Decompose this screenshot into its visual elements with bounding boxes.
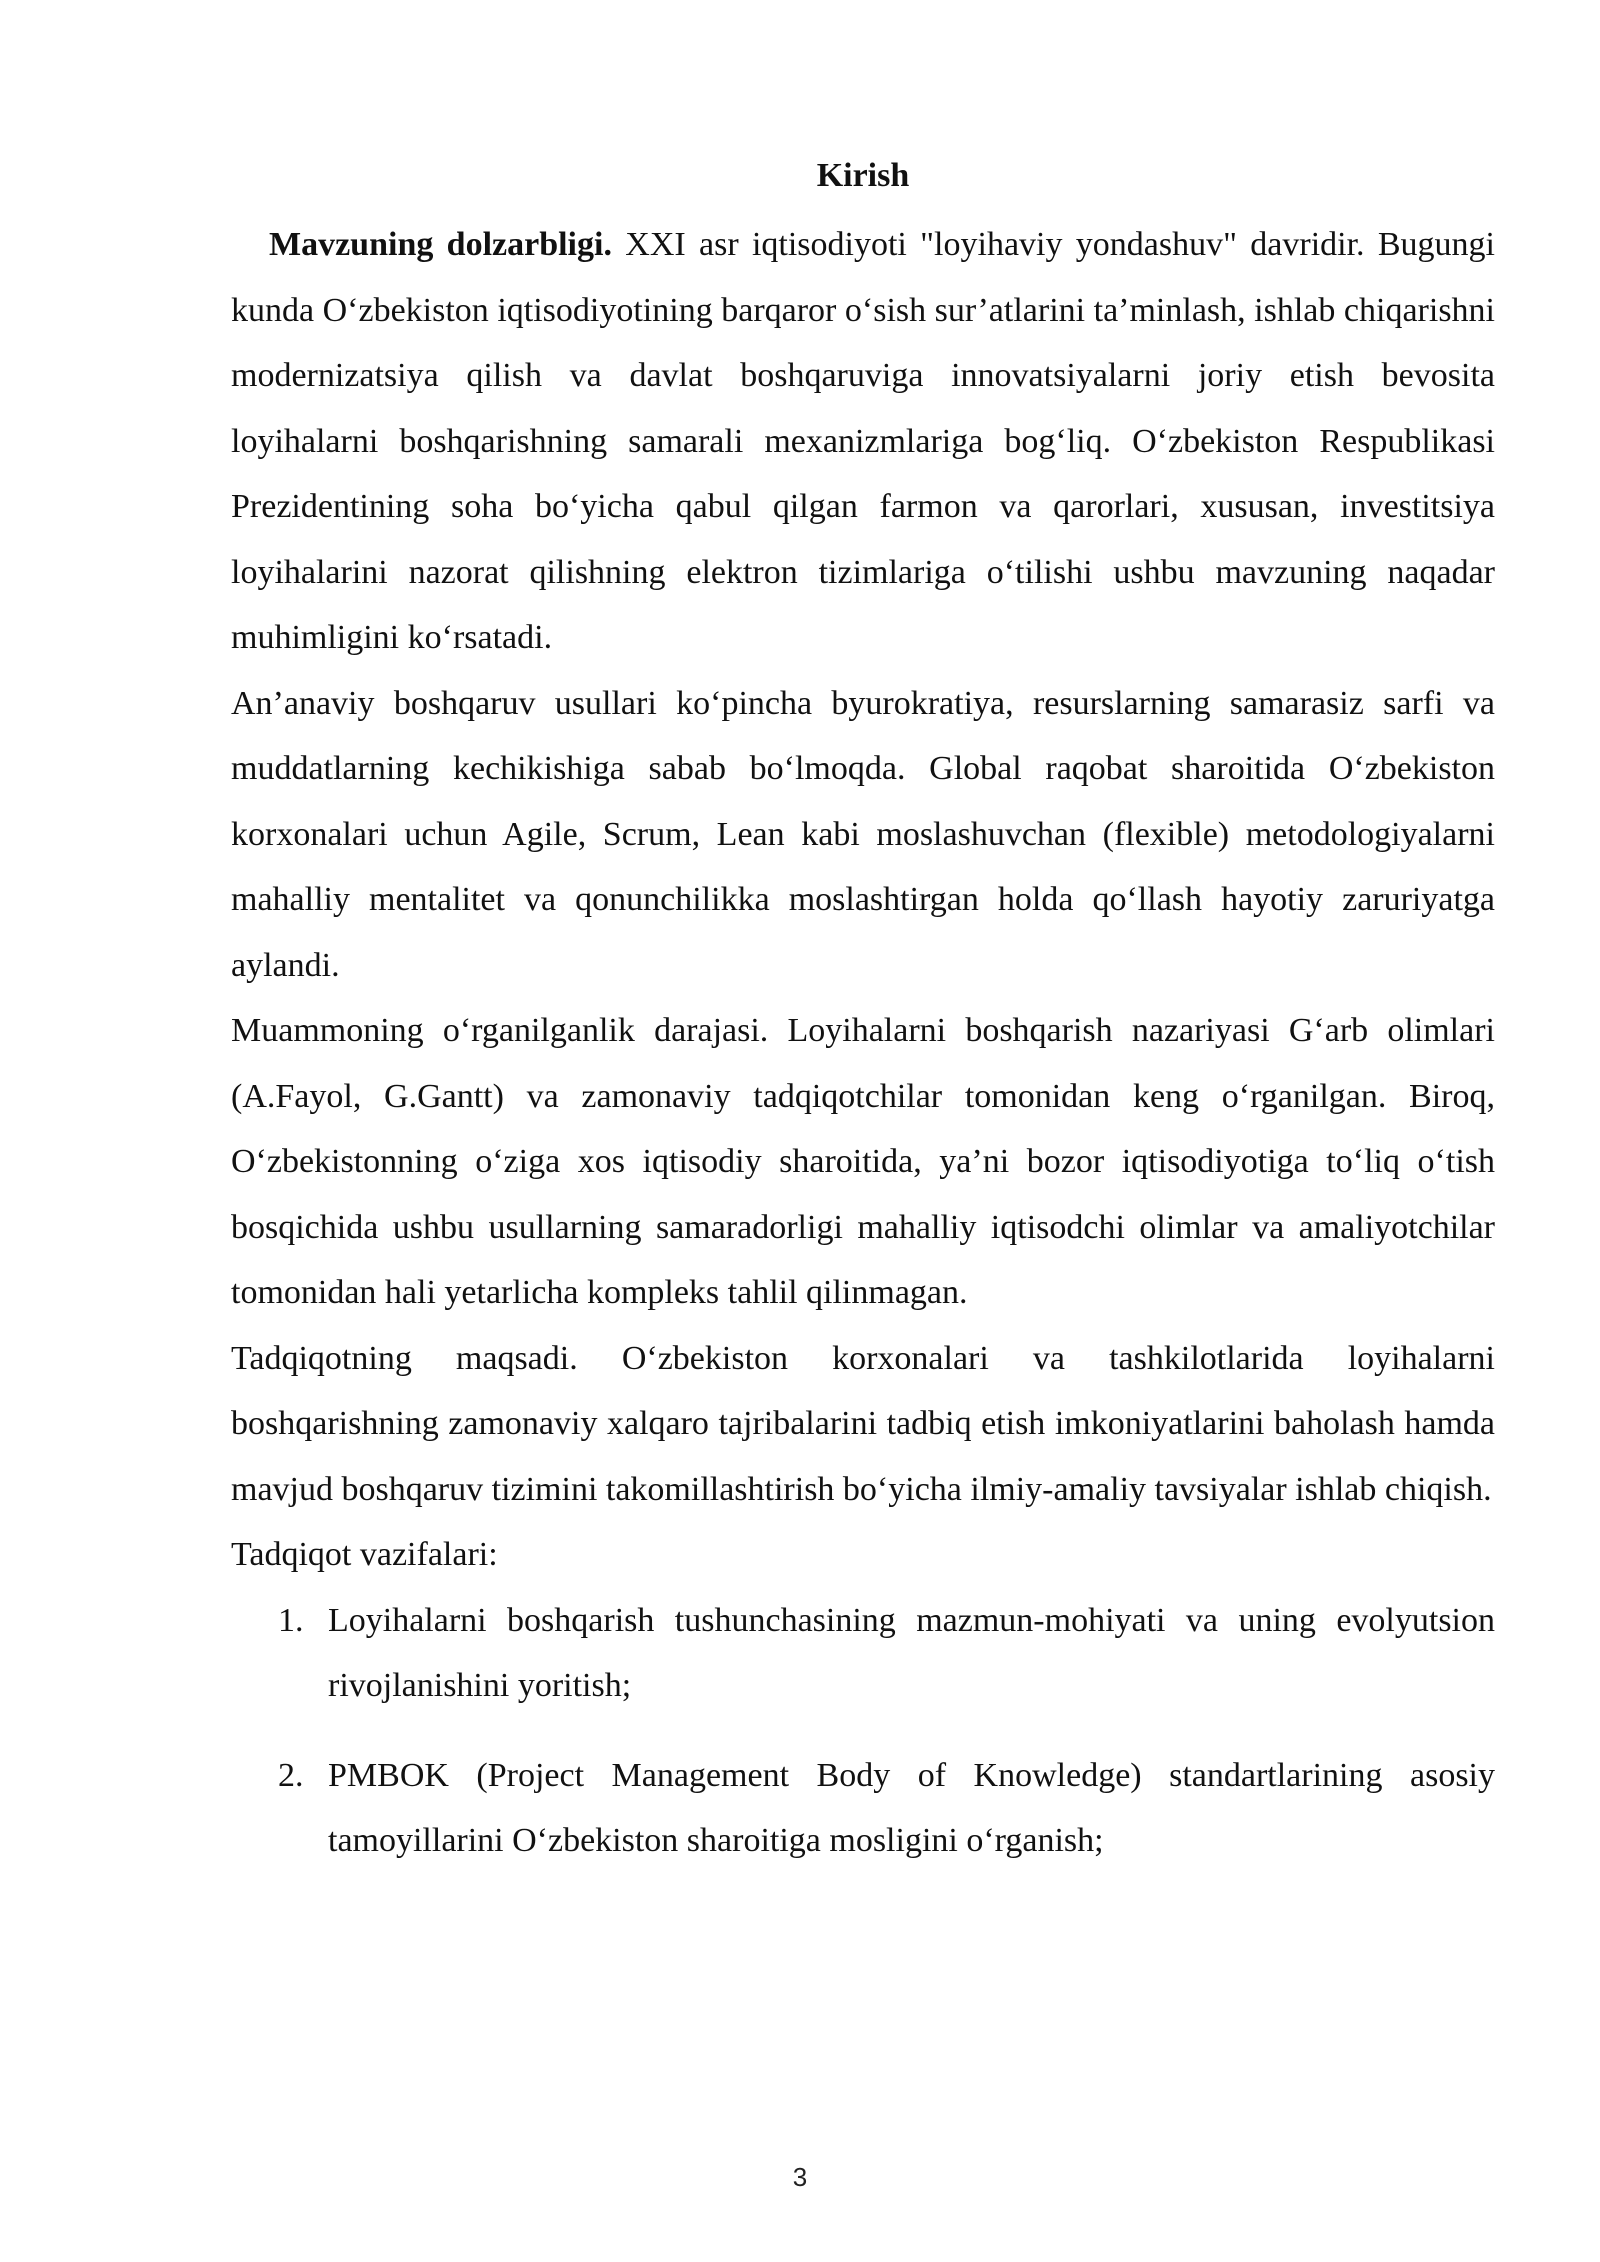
study-degree-text: Loyihalarni boshqarish nazariyasi G‘arb olimlari (A.Fayol, G.Gantt) va zamonaviy tadqiqotchilar tomonidan keng o‘rganilgan. Biroq, O‘zbekistonning o‘ziga xos iqtisodiy sharoitida, ya’ni bozor iqtisodiyotiga to‘liq o‘tish bosqichida ushbu usullarning samaradorligi mahalliy iqtisodchi olimlar va amaliyotchilar tomonidan hali yetarlicha kompleks tahlil qilinmagan. [231, 1012, 1495, 1311]
traditional-methods-paragraph: An’anaviy boshqaruv usullari ko‘pincha byurokratiya, resurslarning samarasiz sarfi va muddatlarning kechikishiga sabab bo‘lmoqda. Global raqobat sharoitida O‘zbekiston korxonalari uchun Agile, Scrum, Lean kabi moslashuvchan (flexible) metodologiyalarni mahalliy mentalitet va qonunchilikka moslashtirgan holda qo‘llash hayotiy zaruriyatga aylandi. [231, 684, 1495, 984]
page-title: Kirish [816, 157, 910, 194]
page-number: 3 [792, 2162, 808, 2192]
relevance-text: XXI asr iqtisodiyoti "loyihaviy yondashuv" davridir. Bugungi kunda O‘zbekiston iqtisodiyotining barqaror o‘sish sur’atlarini ta’minlash, ishlab chiqarishni modernizatsiya qilish va davlat boshqaruviga innovatsiyalarni joriy etish bevosita loyihalarni boshqarishning samarali mexanizmlariga bog‘liq. O‘zbekiston Respublikasi Prezidentining soha bo‘yicha qabul qilgan farmon va qarorlari, xususan, investitsiya loyihalarini nazorat qilishning elektron tizimlariga o‘tilishi ushbu mavzuning naqadar muhimligini ko‘rsatadi. [231, 226, 1495, 656]
list-item-number: 2. [278, 1756, 304, 1794]
research-goal-heading: Tadqiqotning maqsadi. [231, 1339, 578, 1377]
study-degree-heading: Muammoning o‘rganilganlik darajasi. [231, 1012, 769, 1049]
research-goal-text: O‘zbekiston korxonalari va tashkilotlarida loyihalarni boshqarishning zamonaviy xalqaro tajribalarini tadbiq etish imkoniyatlarini baholash hamda mavjud boshqaruv tizimini takomillashtirish bo‘yicha ilmiy-amaliy tavsiyalar ishlab chiqish. [231, 1339, 1495, 1508]
research-tasks-heading: Tadqiqot vazifalari: [231, 1536, 498, 1573]
relevance-heading: Mavzuning dolzarbligi. [269, 226, 612, 263]
study-degree-paragraph [231, 998, 1495, 1326]
list-item [231, 1743, 1495, 1874]
research-goal-paragraph [231, 1326, 1495, 1523]
list-item-number: 1. [278, 1601, 304, 1639]
list-item [231, 1588, 1495, 1719]
list-item-text: Loyihalarni boshqarish tushunchasining mazmun-mohiyati va uning evolyutsion rivojlanishini yoritish; [328, 1601, 1495, 1704]
relevance-paragraph [231, 212, 1495, 671]
list-item-text: PMBOK (Project Management Body of Knowledge) standartlarining asosiy tamoyillarini O‘zbekiston sharoitiga mosligini o‘rganish; [328, 1756, 1495, 1859]
research-tasks-list [231, 1588, 1495, 1874]
document-body [231, 148, 1495, 1898]
